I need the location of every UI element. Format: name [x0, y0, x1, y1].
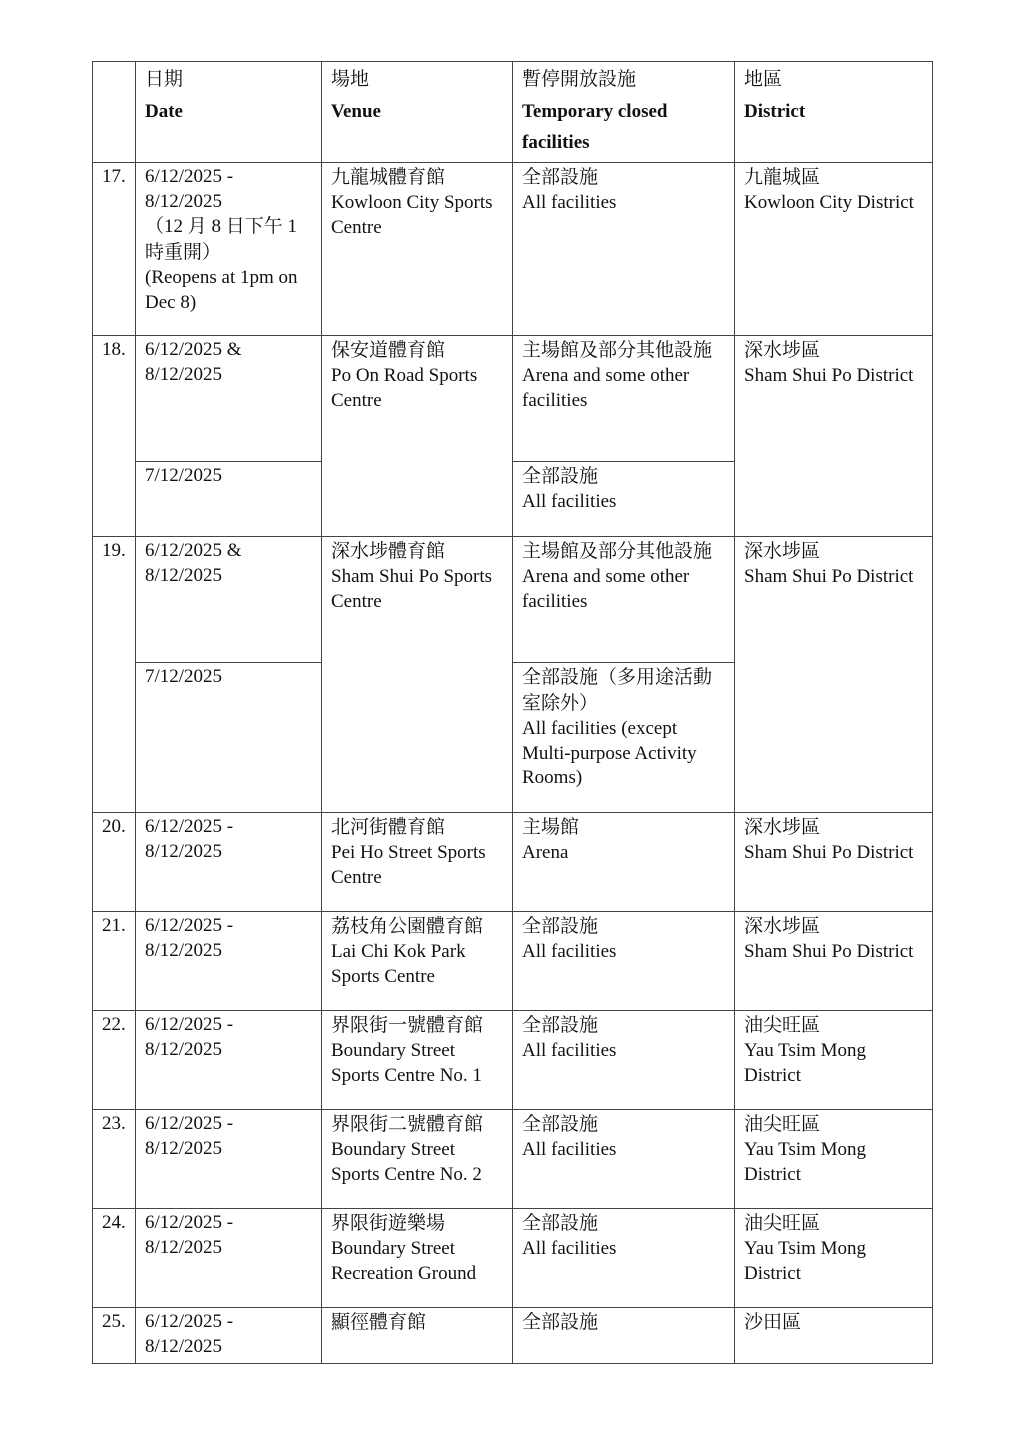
district-zh: 深水埗區	[744, 916, 821, 937]
facilities-en: Arena and some other facilities	[522, 365, 690, 411]
date-value: 7/12/2025	[145, 666, 223, 687]
venue-zh: 顯徑體育館	[331, 1312, 427, 1333]
date-end: 8/12/2025	[145, 190, 223, 212]
district-en: Kowloon City District	[744, 192, 914, 213]
reopen-note-en: (Reopens at 1pm on Dec 8)	[145, 267, 298, 313]
venue-cell	[322, 1011, 513, 1110]
date-cell	[136, 663, 322, 813]
row-number: 23.	[93, 1110, 136, 1209]
facilities-en: Arena	[522, 842, 569, 863]
table-row	[93, 336, 933, 462]
table-row	[93, 912, 933, 1011]
district-en: Sham Shui Po District	[744, 566, 914, 587]
facilities-cell	[513, 1209, 735, 1308]
facilities-zh: 全部設施	[522, 916, 599, 937]
district-cell	[735, 1110, 933, 1209]
facilities-zh: 主場館及部分其他設施	[522, 541, 713, 562]
district-zh: 沙田區	[744, 1312, 802, 1333]
date-value: 7/12/2025	[145, 465, 223, 486]
facilities-zh: 全部設施	[522, 1114, 599, 1135]
district-en: Yau Tsim Mong District	[744, 1238, 867, 1284]
facilities-zh: 全部設施	[522, 167, 599, 188]
date-value: 6/12/2025 - 8/12/2025	[145, 1311, 234, 1357]
venue-cell	[322, 336, 513, 537]
date-value: 6/12/2025 - 8/12/2025	[145, 816, 234, 862]
district-en: Sham Shui Po District	[744, 365, 914, 386]
date-start: 6/12/2025 -	[145, 166, 234, 187]
row-number: 19.	[93, 537, 136, 813]
district-en: Yau Tsim Mong District	[744, 1139, 867, 1185]
venue-zh: 九龍城體育館	[331, 167, 446, 188]
district-cell	[735, 912, 933, 1011]
venue-cell	[322, 1209, 513, 1308]
header-venue-en: Venue	[331, 101, 381, 122]
venue-cell	[322, 1110, 513, 1209]
date-cell	[136, 336, 322, 462]
district-cell	[735, 537, 933, 813]
venue-en: Lai Chi Kok Park Sports Centre	[331, 941, 466, 987]
header-num-cell	[93, 62, 136, 163]
table-row	[93, 813, 933, 912]
date-cell	[136, 1110, 322, 1209]
district-zh: 九龍城區	[744, 167, 821, 188]
facilities-cell	[513, 462, 735, 537]
venue-cell	[322, 813, 513, 912]
date-cell	[136, 912, 322, 1011]
district-en: Sham Shui Po District	[744, 941, 914, 962]
venue-en: Boundary Street Recreation Ground	[331, 1238, 477, 1284]
date-cell	[136, 163, 322, 336]
date-value: 6/12/2025 - 8/12/2025	[145, 915, 234, 961]
facilities-cell	[513, 1011, 735, 1110]
district-zh: 深水埗區	[744, 340, 821, 361]
row-number: 21.	[93, 912, 136, 1011]
venue-zh: 界限街一號體育館	[331, 1015, 484, 1036]
venue-en: Sham Shui Po Sports Centre	[331, 566, 493, 612]
venue-en: Boundary Street Sports Centre No. 2	[331, 1139, 482, 1185]
facilities-zh: 主場館及部分其他設施	[522, 340, 713, 361]
row-number: 20.	[93, 813, 136, 912]
header-district-zh: 地區	[744, 69, 783, 90]
facilities-zh: 全部設施	[522, 1015, 599, 1036]
row-number: 17.	[93, 163, 136, 336]
header-date-zh: 日期	[145, 69, 184, 90]
venue-cell	[322, 163, 513, 336]
district-cell	[735, 163, 933, 336]
header-district-en: District	[744, 101, 806, 122]
header-district	[735, 62, 933, 163]
table-row	[93, 1209, 933, 1308]
header-date	[136, 62, 322, 163]
table-row	[93, 1011, 933, 1110]
district-zh: 油尖旺區	[744, 1015, 821, 1036]
facilities-en: All facilities	[522, 941, 617, 962]
row-number: 25.	[93, 1308, 136, 1364]
district-cell	[735, 1011, 933, 1110]
date-value: 6/12/2025 - 8/12/2025	[145, 1212, 234, 1258]
date-cell	[136, 813, 322, 912]
facilities-en: All facilities (except Multi-purpose Activity Rooms)	[522, 718, 697, 788]
facilities-cell	[513, 813, 735, 912]
date-cell	[136, 462, 322, 537]
facilities-zh: 全部設施	[522, 466, 599, 487]
header-facilities-zh: 暫停開放設施	[522, 69, 637, 90]
row-number: 24.	[93, 1209, 136, 1308]
facilities-en: All facilities	[522, 1238, 617, 1259]
venue-zh: 界限街二號體育館	[331, 1114, 484, 1135]
header-facilities	[513, 62, 735, 163]
venue-zh: 深水埗體育館	[331, 541, 446, 562]
header-venue	[322, 62, 513, 163]
district-cell	[735, 813, 933, 912]
district-zh: 油尖旺區	[744, 1213, 821, 1234]
date-cell	[136, 537, 322, 663]
date-cell	[136, 1011, 322, 1110]
date-value: 6/12/2025 - 8/12/2025	[145, 1014, 234, 1060]
date-value: 6/12/2025 & 8/12/2025	[145, 339, 242, 385]
date-value: 6/12/2025 & 8/12/2025	[145, 540, 242, 586]
district-cell	[735, 1308, 933, 1364]
district-zh: 深水埗區	[744, 817, 821, 838]
venue-en: Pei Ho Street Sports Centre	[331, 842, 486, 888]
row-number: 22.	[93, 1011, 136, 1110]
facilities-cell	[513, 163, 735, 336]
district-en: Yau Tsim Mong District	[744, 1040, 867, 1086]
venue-zh: 北河街體育館	[331, 817, 446, 838]
header-venue-zh: 場地	[331, 69, 370, 90]
reopen-note-zh: （12 月 8 日下午 1 時重開）	[145, 216, 298, 263]
facilities-en: All facilities	[522, 491, 617, 512]
facilities-zh: 全部設施	[522, 1213, 599, 1234]
venue-cell	[322, 1308, 513, 1364]
venue-cell	[322, 912, 513, 1011]
table-row	[93, 163, 933, 336]
district-zh: 深水埗區	[744, 541, 821, 562]
row-number: 18.	[93, 336, 136, 537]
venue-zh: 保安道體育館	[331, 340, 446, 361]
date-cell	[136, 1209, 322, 1308]
facilities-en: All facilities	[522, 192, 617, 213]
venue-cell	[322, 537, 513, 813]
header-date-en: Date	[145, 101, 183, 122]
facilities-cell	[513, 1110, 735, 1209]
venue-zh: 界限街遊樂場	[331, 1213, 446, 1234]
facilities-cell	[513, 336, 735, 462]
facilities-zh: 主場館	[522, 817, 580, 838]
header-facilities-en: Temporary closed facilities	[522, 101, 668, 153]
table-row	[93, 1308, 933, 1364]
district-en: Sham Shui Po District	[744, 842, 914, 863]
facilities-en: All facilities	[522, 1139, 617, 1160]
facilities-zh: 全部設施	[522, 1312, 599, 1333]
venue-en: Boundary Street Sports Centre No. 1	[331, 1040, 482, 1086]
venue-zh: 荔枝角公園體育館	[331, 916, 484, 937]
venue-en: Kowloon City Sports Centre	[331, 192, 493, 238]
facility-closure-table	[92, 61, 933, 1364]
table-header-row	[93, 62, 933, 163]
date-value: 6/12/2025 - 8/12/2025	[145, 1113, 234, 1159]
date-cell	[136, 1308, 322, 1364]
table-row	[93, 537, 933, 663]
venue-en: Po On Road Sports Centre	[331, 365, 478, 411]
district-cell	[735, 1209, 933, 1308]
facilities-en: All facilities	[522, 1040, 617, 1061]
facilities-en: Arena and some other facilities	[522, 566, 690, 612]
district-cell	[735, 336, 933, 537]
facilities-cell	[513, 663, 735, 813]
facilities-cell	[513, 912, 735, 1011]
district-zh: 油尖旺區	[744, 1114, 821, 1135]
facilities-zh: 全部設施（多用途活動室除外）	[522, 667, 713, 714]
table-row	[93, 1110, 933, 1209]
facilities-cell	[513, 537, 735, 663]
facilities-cell	[513, 1308, 735, 1364]
